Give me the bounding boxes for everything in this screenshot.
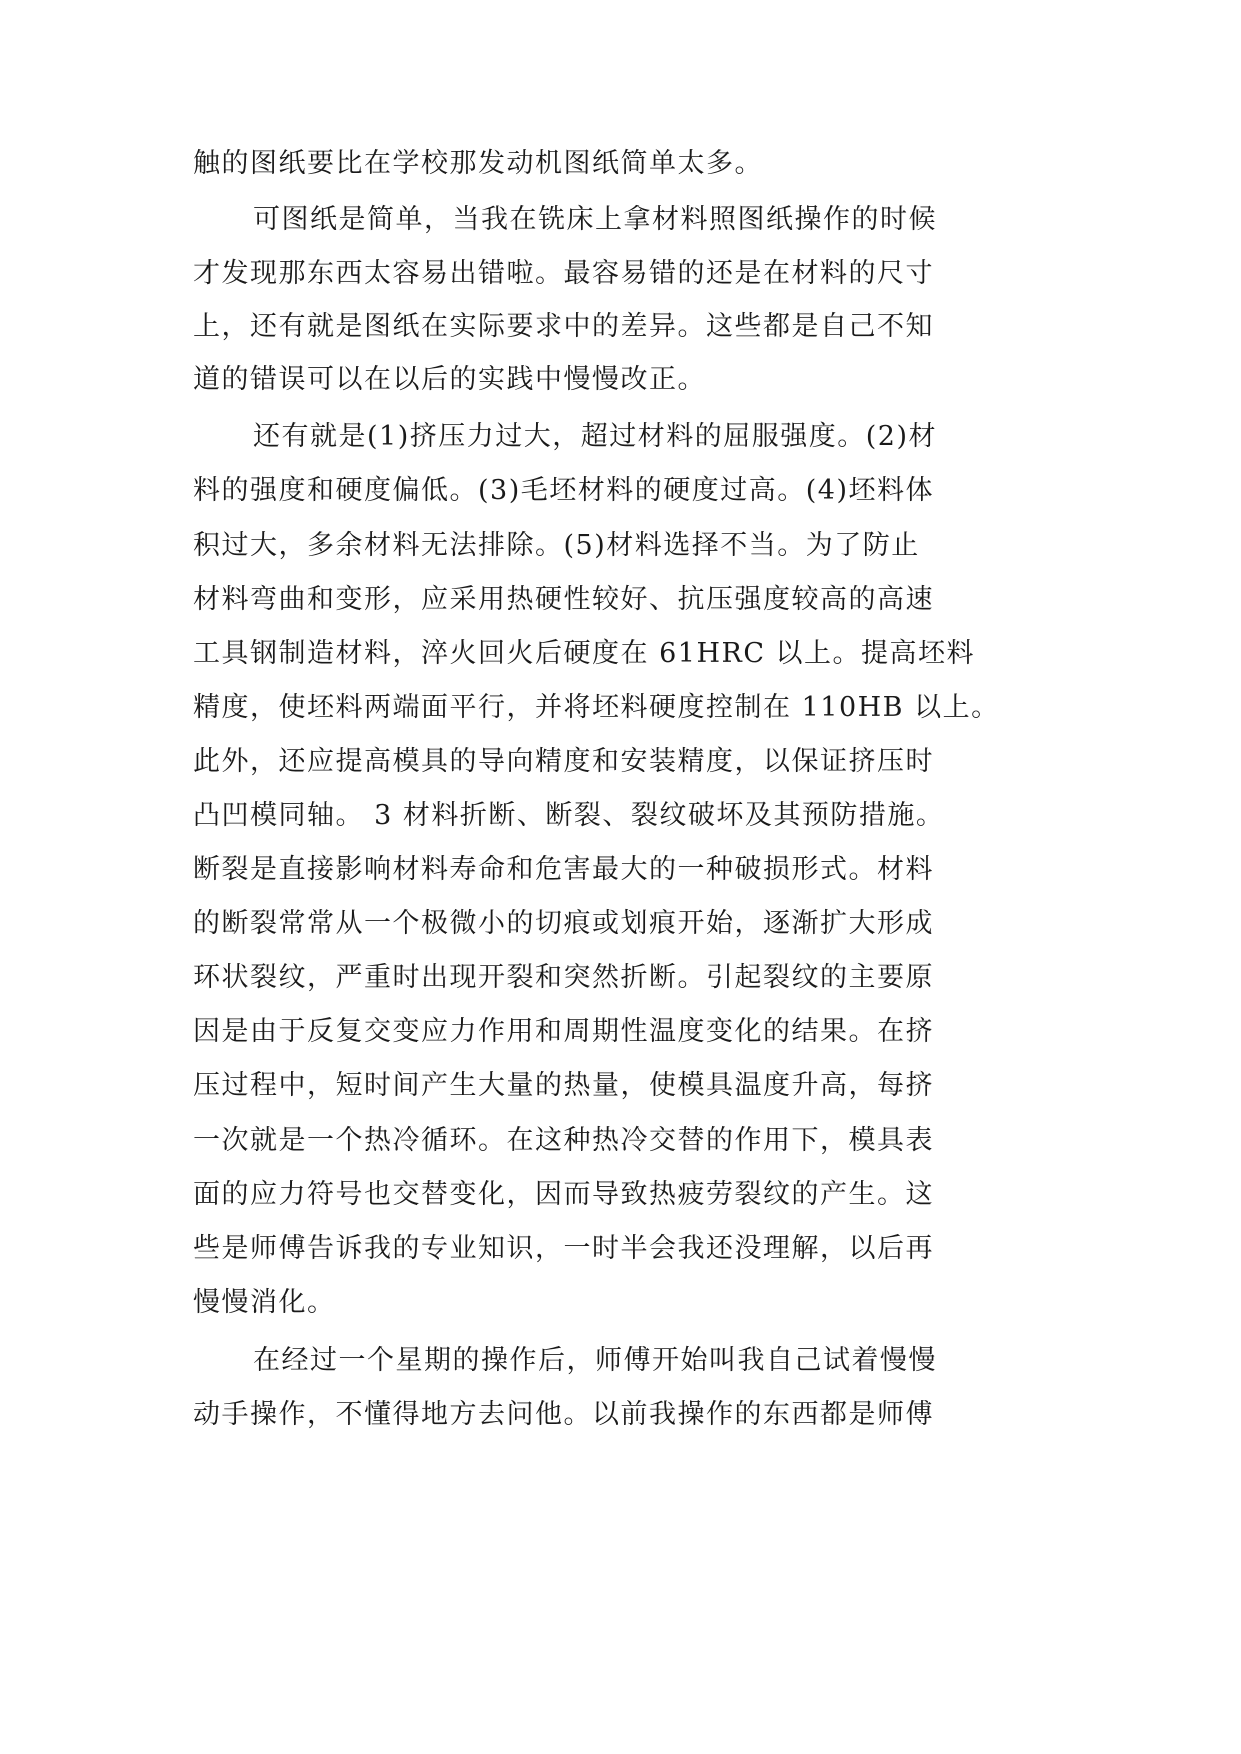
text-line-24: 动手操作，不懂得地方去问他。以前我操作的东西都是师傅 bbox=[193, 1399, 934, 1430]
text-line-10: 工具钢制造材料，淬火回火后硬度在 61HRC 以上。提高坯料 bbox=[193, 638, 976, 669]
text-line-17: 因是由于反复交变应力作用和周期性温度变化的结果。在挤 bbox=[193, 1016, 934, 1047]
text-line-11: 精度，使坯料两端面平行，并将坯料硬度控制在 110HB 以上。 bbox=[193, 692, 1000, 723]
text-line-6: 还有就是(1)挤压力过大，超过材料的屈服强度。(2)材 bbox=[253, 421, 937, 452]
text-line-21: 些是师傅告诉我的专业知识，一时半会我还没理解，以后再 bbox=[193, 1233, 934, 1264]
text-line-12: 此外，还应提高模具的导向精度和安装精度，以保证挤压时 bbox=[193, 746, 934, 777]
text-line-22: 慢慢消化。 bbox=[193, 1287, 336, 1318]
text-line-2: 可图纸是简单，当我在铣床上拿材料照图纸操作的时候 bbox=[253, 204, 937, 235]
text-line-1: 触的图纸要比在学校那发动机图纸简单太多。 bbox=[193, 148, 763, 179]
text-line-15: 的断裂常常从一个极微小的切痕或划痕开始，逐渐扩大形成 bbox=[193, 908, 934, 939]
text-line-14: 断裂是直接影响材料寿命和危害最大的一种破损形式。材料 bbox=[193, 854, 934, 885]
text-line-13: 凸凹模同轴。 3 材料折断、断裂、裂纹破坏及其预防措施。 bbox=[193, 800, 945, 831]
text-line-9: 材料弯曲和变形，应采用热硬性较好、抗压强度较高的高速 bbox=[193, 584, 934, 615]
text-line-5: 道的错误可以在以后的实践中慢慢改正。 bbox=[193, 364, 706, 395]
text-line-3: 才发现那东西太容易出错啦。最容易错的还是在材料的尺寸 bbox=[193, 258, 934, 289]
text-line-7: 料的强度和硬度偏低。(3)毛坯材料的硬度过高。(4)坯料体 bbox=[193, 475, 934, 506]
text-line-18: 压过程中，短时间产生大量的热量，使模具温度升高，每挤 bbox=[193, 1070, 934, 1101]
text-line-19: 一次就是一个热冷循环。在这种热冷交替的作用下，模具表 bbox=[193, 1125, 934, 1156]
text-line-8: 积过大，多余材料无法排除。(5)材料选择不当。为了防止 bbox=[193, 530, 920, 561]
text-line-20: 面的应力符号也交替变化，因而导致热疲劳裂纹的产生。这 bbox=[193, 1179, 934, 1210]
text-line-23: 在经过一个星期的操作后，师傅开始叫我自己试着慢慢 bbox=[253, 1345, 937, 1376]
text-line-4: 上，还有就是图纸在实际要求中的差异。这些都是自己不知 bbox=[193, 311, 934, 342]
text-line-16: 环状裂纹，严重时出现开裂和突然折断。引起裂纹的主要原 bbox=[193, 962, 934, 993]
